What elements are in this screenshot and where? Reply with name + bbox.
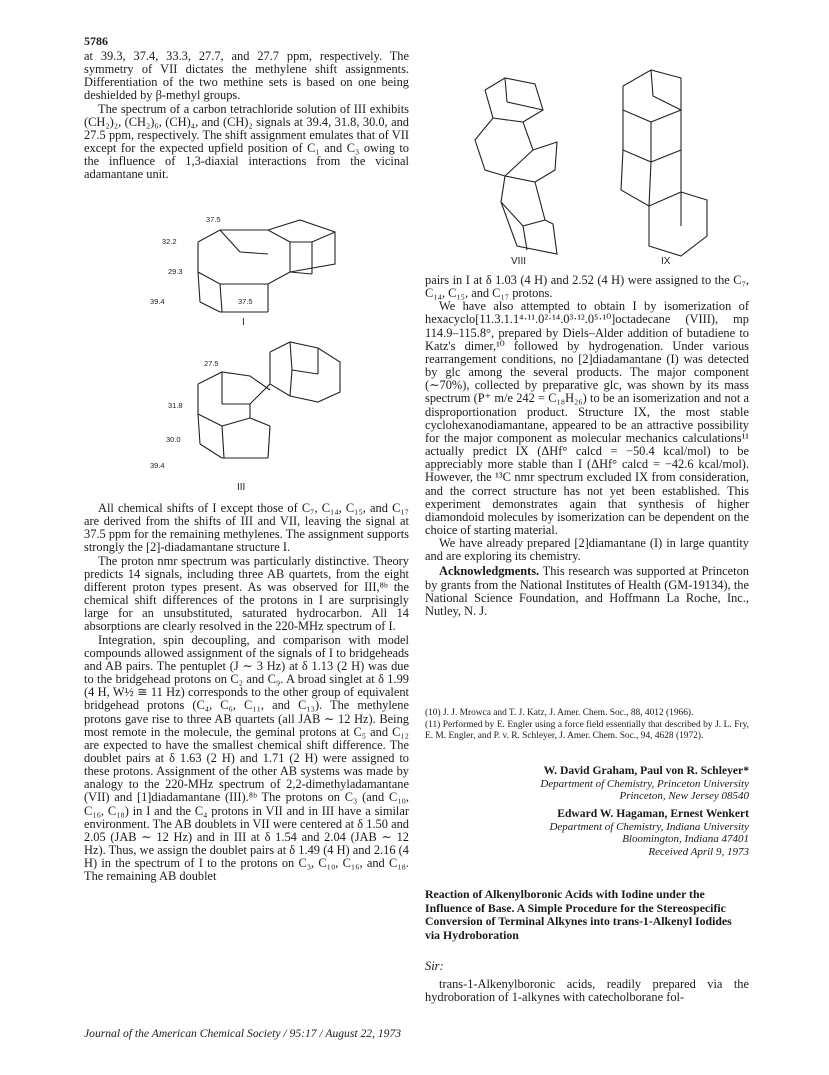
affiliation: Department of Chemistry, Indiana University [549, 820, 749, 833]
structure-I-figure [140, 212, 370, 330]
paragraph: at 39.3, 37.4, 33.3, 27.7, and 27.7 ppm, respectively. The symmetry of VII dictates the methylene shift assignments. Differentiation of the two methine sets is based on one being deshielded by β-methyl groups. [84, 49, 409, 103]
structure-III-bonds [198, 342, 340, 458]
article-title: Reaction of Alkenylboronic Acids with Iodine under the Influence of Base. A Simple Procedure for the Stereospecific Conversion of Terminal Alkynes into trans-1-Alkenyl Iodides via Hydroboration [425, 887, 732, 942]
left-column-bottom [84, 502, 409, 884]
shift-label: 37.5 [206, 215, 221, 224]
compound-label: IX [661, 256, 671, 267]
paragraph: All chemical shifts of I except those of C₇, C₁₄, C₁₅, and C₁₇ are derived from the shifts of III and VII, leaving the signal at 37.5 ppm for the remaining methylenes. The assignment supports strongly the [2]-diadamantane structure I. [84, 501, 409, 555]
shift-label: 27.5 [204, 359, 219, 368]
reference: (11) Performed by E. Engler using a force field essentially that described by J. L. Fry, E. M. Engler, and P. v. R. Schleyer, J. Amer. Chem. Soc., 94, 4628 (1972). [425, 720, 749, 741]
compound-label: I [242, 317, 245, 328]
right-column-text [425, 274, 749, 618]
salutation: Sir: [425, 959, 444, 973]
paragraph: The proton nmr spectrum was particularly distinctive. Theory predicts 14 signals, including three AB quartets, from the eight different proton types present. As was observed for III,⁸ᵇ the chemical shift differences of the protons in I are surprisingly large for an unsubstituted, saturated hydrocarbon. All 14 absorptions are clearly resolved in the 220-MHz spectrum of I. [84, 553, 409, 634]
acknowledgments [425, 565, 749, 618]
compound-label: VIII [511, 256, 527, 267]
acknowledgments-body: This research was supported at Princeton by grants from the National Institutes of Health (GM-19134), the National Science Foundation, and Hoffmann La Roche, Inc., Nutley, N. J. [425, 564, 750, 618]
structure-I-bonds [198, 220, 335, 312]
shift-label: 30.0 [166, 435, 181, 444]
shift-label: 31.8 [168, 401, 183, 410]
affiliation: Princeton, New Jersey 08540 [619, 790, 749, 803]
shift-label: 29.3 [168, 267, 183, 276]
structure-VIII-IX-figure [445, 50, 735, 268]
paragraph: The spectrum of a carbon tetrachloride solution of III exhibits (CH₂)₂, (CH₂)₆, (CH)₄, and (CH)₂ signals at 39.4, 31.8, 30.0, and 27.5 ppm, respectively. The shift assignment emulates that of VII except for the expected upfield position of C₁ and C₃ owing to the influence of 1,3-diaxial interactions from the vicinal adamantane unit. [84, 101, 409, 182]
author-names: W. David Graham, Paul von R. Schleyer* [543, 764, 749, 777]
structure-IX-bonds [621, 70, 707, 256]
affiliation: Bloomington, Indiana 47401 [622, 833, 749, 846]
paragraph: pairs in I at δ 1.03 (4 H) and 2.52 (4 H) were assigned to the C₇, C₁₄, C₁₅, and C₁₇ protons. [425, 273, 749, 301]
shift-label: 37.5 [238, 297, 253, 306]
acknowledgments-heading: Acknowledgments. [439, 564, 540, 579]
paragraph: Integration, spin decoupling, and comparison with model compounds allowed assignment of the signals of I to bridgeheads and AB pairs. The pentuplet (J ∼ 3 Hz) at δ 1.13 (2 H) was due to the bridgehead protons on C₂ and C₉. A broad singlet at δ 1.99 (4 H, W½ ≅ 11 Hz) corresponds to the other group of equivalent bridgehead protons (C₄, C₆, C₁₁, and C₁₃). The methylene protons gave rise to three AB quartets (all JAB ∼ 12 Hz). Being most remote in the molecule, the geminal protons at C₅ and C₁₂ are expected to have the smallest chemical shift difference. The doublet pairs at δ 1.63 (2 H) and 1.71 (2 H) were assigned to these protons. Assignment of the other AB systems was made by analogy to the 220-MHz spectrum of 2,2-dimethyladamantane (VII) and [1]diadamantane (III).⁸ᵇ The protons on C₃ (and C₁₀, C₁₆, C₁₈) in I and the C₄ protons in VII and in III have a similar environment. The AB doublets in VII were centered at δ 1.50 and 2.05 (JAB ∼ 12 Hz) and in III at δ 1.54 and 2.04 (JAB ∼ 12 Hz). Thus, we assign the doublet pairs at δ 1.49 (4 H) and 2.16 (4 H) in the spectrum of I to the protons on C₃, C₁₀, C₁₆, and C₁₈. The remaining AB doublet [84, 632, 409, 884]
paragraph: We have also attempted to obtain I by isomerization of hexacyclo[11.3.1.1⁴·¹¹.0²·¹⁴.0³·¹².0⁵·¹⁰]octadecane (VIII), mp 114.9–115.8°, prepared by Diels–Alder addition of butadiene to Katz's dimer,¹⁰ followed by hydrogenation. Under various rearrangement conditions, no [2]diadamantane (I) was detected by glc among the several products. The major component (∼70%), collected by preparative glc, was shown by its mass spectrum (P⁺ m/e 242 = C₁₈H₂₆) to be an isomerization and not a disproportionation product. Structure IX, the most stable cyclohexanodiamantane, appeared to be an attractive possibility for the major component as molecular mechanics calculations¹¹ actually predict IX (ΔHf° calcd = −50.4 kcal/mol) to be appreciably more stable than I (ΔHf° calcd = −42.6 kcal/mol). However, the ¹³C nmr spectrum excluded IX from consideration, and the correct structure has not yet been established. This experiment demonstrates again that synthesis of higher diamondoid molecules by isomerization can be dependent on the choice of starting material. [425, 299, 749, 537]
reference: (10) J. J. Mrowca and T. J. Katz, J. Amer. Chem. Soc., 88, 4012 (1966). [425, 708, 694, 718]
page-number: 5786 [84, 34, 108, 48]
references [425, 708, 749, 743]
left-column-top [84, 50, 409, 182]
shift-label: 32.2 [162, 237, 177, 246]
affiliation: Department of Chemistry, Princeton University [540, 777, 749, 790]
author-block-1 [425, 765, 749, 803]
paragraph: trans-1-Alkenylboronic acids, readily prepared via the hydroboration of 1-alkynes with catecholborane fol- [425, 977, 749, 1005]
structure-VIII-bonds [475, 78, 557, 254]
shift-label: 39.4 [150, 461, 165, 470]
shift-label: 39.4 [150, 297, 165, 306]
received-date: Received April 9, 1973 [648, 845, 749, 858]
paragraph: We have already prepared [2]diamantane (I) in large quantity and are exploring its chemistry. [425, 536, 749, 564]
author-block-2 [425, 808, 749, 858]
journal-footer: Journal of the American Chemical Society / 95:17 / August 22, 1973 [84, 1027, 402, 1040]
compound-label: III [237, 482, 246, 493]
author-names: Edward W. Hagaman, Ernest Wenkert [557, 807, 749, 820]
structure-III-figure [140, 334, 370, 496]
